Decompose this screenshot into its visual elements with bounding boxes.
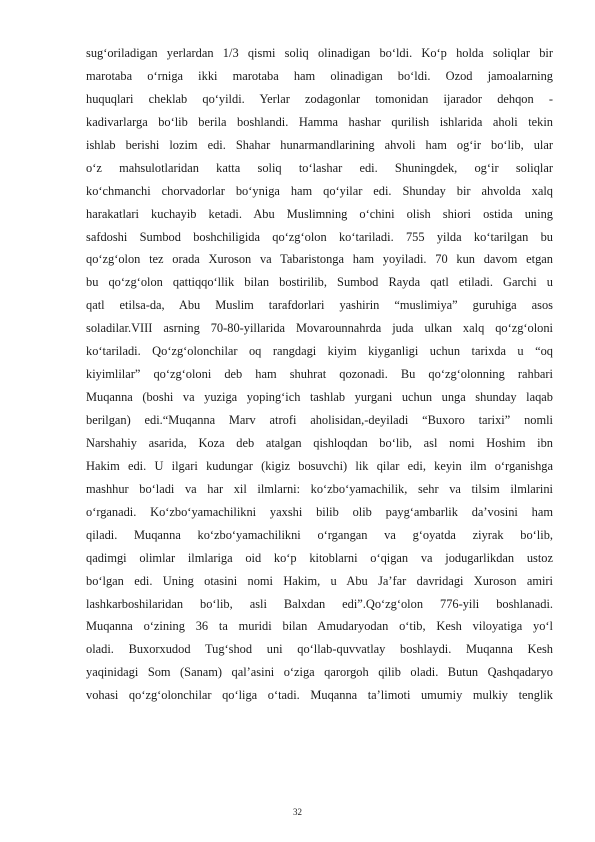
text-line: bu qo‘zg‘olon qattiqqo‘llik bilan bostirilib, Sumbod Rayda qatl etiladi. Garchi u — [86, 275, 553, 290]
text-line: ishlab berishi lozim edi. Shahar hunarmandlarining ahvoli ham og‘ir bo‘lib, ular — [86, 137, 553, 152]
text-line: harakatlari kuchayib ketadi. Abu Muslimning o‘chini olish shiori ostida uning — [86, 206, 553, 221]
text-line: mashhur bo‘ladi va har xil ilmlarni: ko‘zbo‘yamachilik, sehr va tilsim ilmlarini — [86, 481, 553, 496]
text-line: o‘z mahsulotlaridan katta soliq to‘lashar edi. Shuningdek, og‘ir soliqlar — [86, 160, 553, 175]
text-line: bo‘lgan edi. Uning otasini nomi Hakim, u Abu Ja’far davridagi Xuroson amiri — [86, 573, 553, 588]
text-line: huquqlari cheklab qo‘yildi. Yerlar zodagonlar tomonidan ijarador dehqon - — [86, 91, 553, 106]
text-line: lashkarboshilaridan bo‘lib, asli Balxdan edi”.Qo‘zg‘olon 776-yili boshlanadi. — [86, 596, 553, 611]
text-line: Hakim edi. U ilgari kudungar (kigiz bosuvchi) lik qilar edi, keyin ilm o‘rganishga — [86, 458, 553, 473]
text-line: Narshahiy asarida, Koza deb atalgan qishloqdan bo‘lib, asl nomi Hoshim ibn — [86, 435, 553, 450]
text-line: sug‘oriladigan yerlardan 1/3 qismi soliq olinadigan bo‘ldi. Ko‘p holda soliqlar bir — [86, 46, 553, 60]
text-line: vohasi qo‘zg‘olonchilar qo‘liga o‘tadi. Muqanna ta’limoti umumiy mulkiy tenglik — [86, 688, 553, 703]
text-line: soladilar.VIII asrning 70-80-yillarida Movarounnahrda juda ulkan xalq qo‘zg‘oloni — [86, 321, 553, 336]
text-line: ko‘tariladi. Qo‘zg‘olonchilar oq rangdagi kiyim kiyganligi uchun tarixda u “oq — [86, 344, 553, 359]
text-line: Muqanna (boshi va yuziga yoping‘ich tashlab yurgani uchun unga shunday laqab — [86, 390, 553, 405]
text-line: marotaba o‘rniga ikki marotaba ham olinadigan bo‘ldi. Ozod jamoalarning — [86, 68, 553, 83]
text-line: ko‘chmanchi chorvadorlar bo‘yniga ham qo‘yilar edi. Shunday bir ahvolda xalq — [86, 183, 553, 198]
text-line: o‘rganadi. Ko‘zbo‘yamachilikni yaxshi bilib olib payg‘ambarlik da’vosini ham — [86, 504, 553, 519]
text-line: berilgan) edi.“Muqanna Marv atrofi aholisidan,-deyiladi “Buxoro tarixi” nomli — [86, 413, 553, 427]
text-line: kiyimlilar” qo‘zg‘oloni deb ham shuhrat qozonadi. Bu qo‘zg‘olonning rahbari — [86, 367, 553, 382]
text-line: qadimgi olimlar ilmlariga oid ko‘p kitoblarni o‘qigan va jodugarlikdan ustoz — [86, 550, 553, 565]
text-line: safdoshi Sumbod boshchiligida qo‘zg‘olon ko‘tariladi. 755 yilda ko‘tarilgan bu — [86, 229, 553, 244]
page-number: 32 — [293, 807, 302, 817]
text-line: yaqinidagi Som (Sanam) qal’asini o‘ziga qarorgoh qilib oladi. Butun Qashqadaryo — [86, 665, 553, 680]
text-line: kadivarlarga bo‘lib berila boshlandi. Hamma hashar qurilish ishlarida aholi tekin — [86, 114, 553, 129]
text-line: qiladi. Muqanna ko‘zbo‘yamachilikni o‘rgangan va g‘oyatda ziyrak bo‘lib, — [86, 527, 553, 542]
text-line: qo‘zg‘olon tez orada Xuroson va Tabaristonga ham yoyiladi. 70 kun davom etgan — [86, 252, 553, 267]
text-line: Muqanna o‘zining 36 ta muridi bilan Amudaryodan o‘tib, Kesh viloyatiga yo‘l — [86, 619, 553, 634]
text-line: oladi. Buxorxudod Tug‘shod uni qo‘llab-quvvatlay boshlaydi. Muqanna Kesh — [86, 642, 553, 657]
body-text — [86, 42, 553, 707]
text-line: qatl etilsa-da, Abu Muslim tarafdorlari yashirin “muslimiya” guruhiga asos — [86, 298, 553, 313]
